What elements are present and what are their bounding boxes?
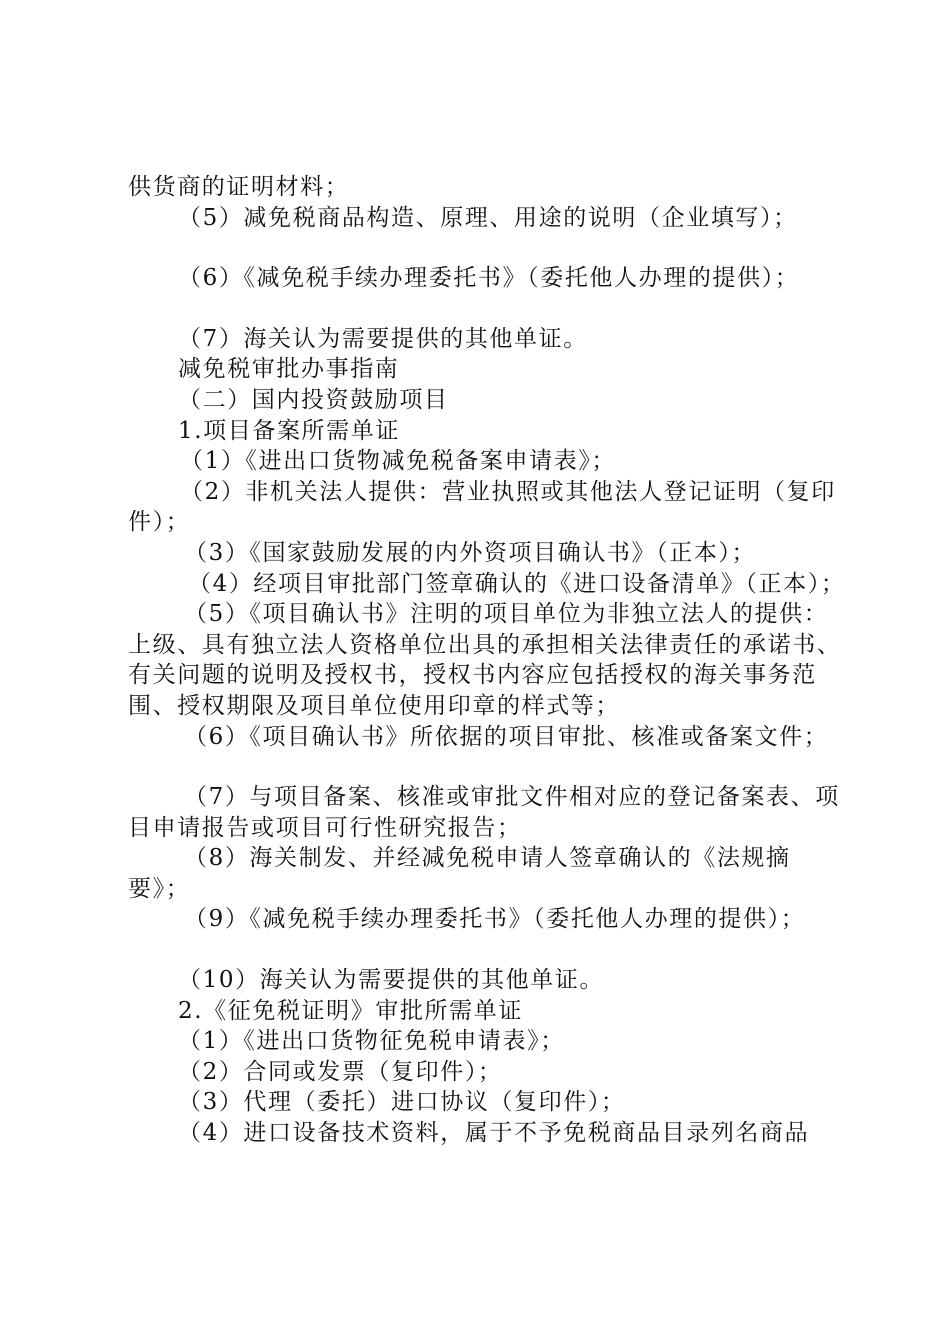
subheading-exemption-cert: 2.《征免税证明》审批所需单证 <box>178 997 523 1024</box>
paragraph-record-4: （4）经项目审批部门签章确认的《进口设备清单》（正本）； <box>188 570 846 597</box>
paragraph-record-10: （10）海关认为需要提供的其他单证。 <box>178 967 605 994</box>
paragraph-cert-2: （2）合同或发票（复印件）； <box>178 1058 503 1085</box>
paragraph-record-1: （1）《进出口货物减免税备案申请表》； <box>180 448 617 475</box>
paragraph-cert-3: （3）代理（委托）进口协议（复印件）； <box>178 1089 626 1116</box>
paragraph-record-7: （7）与项目备案、核准或审批文件相对应的登记备案表、项目申请报告或项目可行性研究报告； <box>128 784 840 841</box>
subheading-project-record: 1.项目备案所需单证 <box>178 417 400 444</box>
section-heading-guide: 减免税审批办事指南 <box>178 356 400 383</box>
paragraph-record-6: （6）《项目确认书》所依据的项目审批、核准或备案文件； <box>184 723 829 750</box>
paragraph-item-7-other: （7）海关认为需要提供的其他单证。 <box>178 325 588 352</box>
paragraph-cert-4: （4）进口设备技术资料，属于不予免税商品目录列名商品 <box>178 1120 810 1147</box>
paragraph-record-5: （5）《项目确认书》注明的项目单位为非独立法人的提供：上级、具有独立法人资格单位出具的承担相关法律责任的承诺书、有关问题的说明及授权书，授权书内容应包括授权的海关事务范围、授权期限及项目单位使用印章的样式等； <box>128 601 842 719</box>
paragraph-cert-1: （1）《进出口货物征免税申请表》； <box>178 1028 565 1055</box>
paragraph-record-3: （3）《国家鼓励发展的内外资项目确认书》（正本）； <box>184 539 757 566</box>
paragraph-item-5-structure: （5）减免税商品构造、原理、用途的说明（企业填写）； <box>178 204 798 231</box>
paragraph-record-9: （9）《减免税手续办理委托书》（委托他人办理的提供）； <box>184 906 806 933</box>
paragraph-item-6-entrust: （6）《减免税手续办理委托书》（委托他人办理的提供）； <box>178 265 800 292</box>
section-heading-domestic: （二）国内投资鼓励项目 <box>178 386 449 413</box>
paragraph-record-8: （8）海关制发、并经减免税申请人签章确认的《法规摘要》； <box>128 845 791 902</box>
document-body <box>128 172 848 1149</box>
paragraph-record-2: （2）非机关法人提供：营业执照或其他法人登记证明（复印件）； <box>128 478 836 536</box>
paragraph-supplier-proof: 供货商的证明材料； <box>128 174 350 200</box>
